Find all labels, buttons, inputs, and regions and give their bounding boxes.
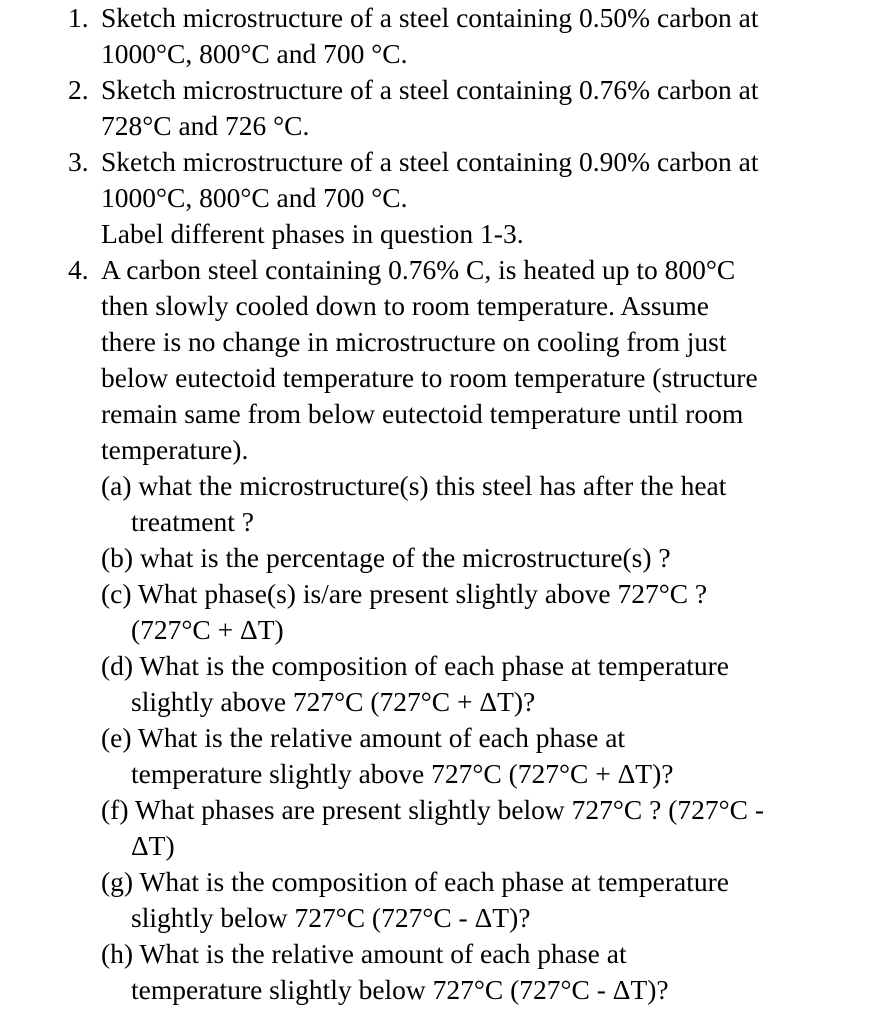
question-3-line-1: Sketch microstructure of a steel containing 0.90% carbon at: [101, 146, 759, 177]
question-2-number: 2.: [68, 74, 89, 105]
part-a-line-1: (a) what the microstructure(s) this steel has after the heat: [101, 470, 727, 501]
part-f-line-1: (f) What phases are present slightly below 727°C ? (727°C -: [101, 794, 764, 825]
question-3-line-3: Label different phases in question 1-3.: [101, 218, 524, 249]
question-1-line-1: Sketch microstructure of a steel containing 0.50% carbon at: [101, 2, 759, 33]
part-d-line-1: (d) What is the composition of each phase at temperature: [101, 650, 729, 681]
question-4-line-6: temperature).: [101, 434, 249, 465]
part-c-line-2: (727°C + ΔT): [131, 614, 284, 645]
part-e-line-1: (e) What is the relative amount of each phase at: [101, 722, 626, 753]
question-4-line-2: then slowly cooled down to room temperature. Assume: [101, 290, 709, 321]
question-4-number: 4.: [68, 254, 89, 285]
part-d-line-2: slightly above 727°C (727°C + ΔT)?: [131, 686, 536, 717]
question-3-line-2: 1000°C, 800°C and 700 °C.: [101, 182, 408, 213]
question-4-line-5: remain same from below eutectoid temperature until room: [101, 398, 744, 429]
part-f-line-2: ΔT): [131, 830, 175, 861]
part-b-line-1: (b) what is the percentage of the microstructure(s) ?: [101, 542, 671, 573]
question-1-line-2: 1000°C, 800°C and 700 °C.: [101, 38, 408, 69]
part-h-line-2: temperature slightly below 727°C (727°C - ΔT)?: [131, 974, 669, 1005]
part-e-line-2: temperature slightly above 727°C (727°C + ΔT)?: [131, 758, 674, 789]
question-2-line-2: 728°C and 726 °C.: [101, 110, 310, 141]
question-2-line-1: Sketch microstructure of a steel containing 0.76% carbon at: [101, 74, 759, 105]
part-h-line-1: (h) What is the relative amount of each phase at: [101, 938, 627, 969]
question-1-number: 1.: [68, 2, 89, 33]
part-a-line-2: treatment ?: [131, 506, 254, 537]
question-3-number: 3.: [68, 146, 89, 177]
part-c-line-1: (c) What phase(s) is/are present slightly above 727°C ?: [101, 578, 708, 609]
question-4-line-4: below eutectoid temperature to room temperature (structure: [101, 362, 758, 393]
question-4-line-3: there is no change in microstructure on cooling from just: [101, 326, 727, 357]
question-4-line-1: A carbon steel containing 0.76% C, is heated up to 800°C: [101, 254, 736, 285]
part-g-line-2: slightly below 727°C (727°C - ΔT)?: [131, 902, 531, 933]
part-g-line-1: (g) What is the composition of each phase at temperature: [101, 866, 729, 897]
